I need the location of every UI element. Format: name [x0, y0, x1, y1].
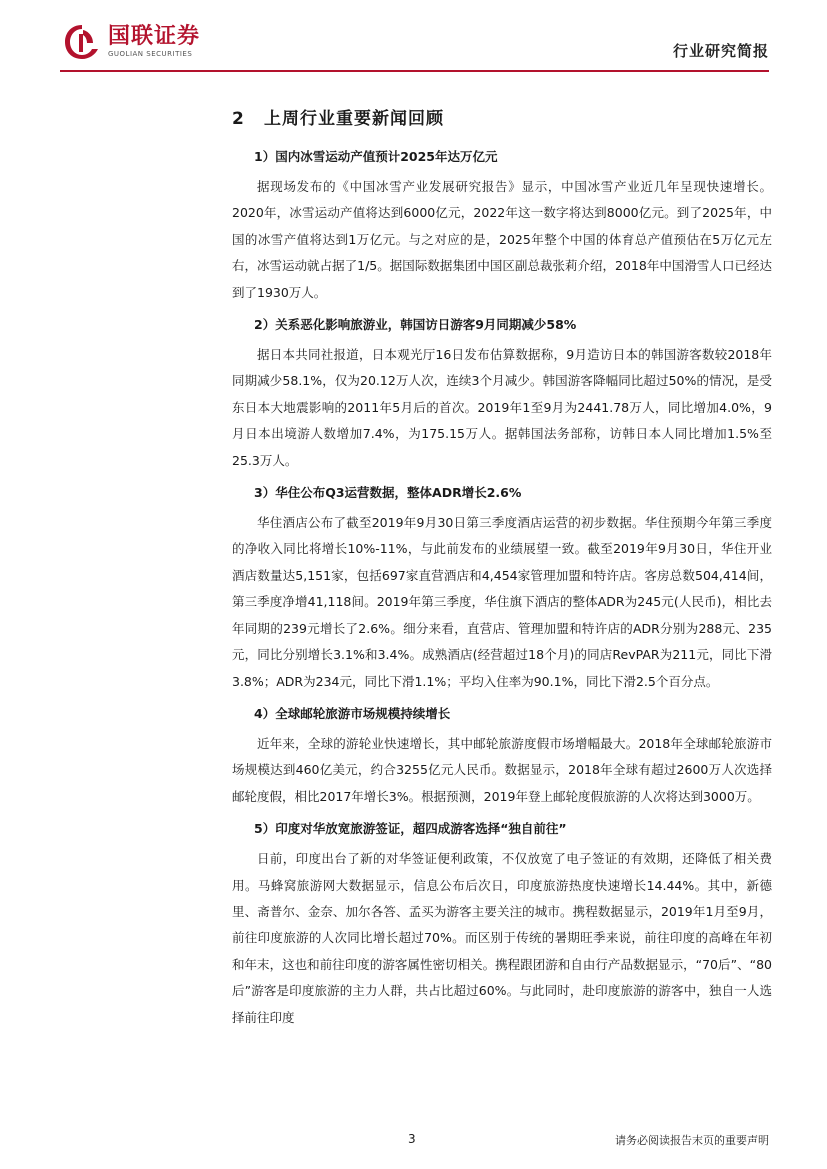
news-body: 日前，印度出台了新的对华签证便利政策，不仅放宽了电子签证的有效期，还降低了相关费用。马蜂窝旅游网大数据显示，信息公布后次日，印度旅游热度快速增长14.44%。其中，新德里、斋普尔、金奈、加尔各答、孟买为游客主要关注的城市。携程数据显示，2019年1月至9月，前往印度旅游的人次同比增长超过70%。而区别于传统的暑期旺季来说，前往印度的高峰在年初和年末，这也和前往印度的游客属性密切相关。携程跟团游和自由行产品数据显示，“70后”、“80后”游客是印度旅游的主力人群，共占比超过60%。与此同时，赴印度旅游的游客中，独自一人选择前往印度: [232, 851, 772, 1025]
news-heading: 4）全球邮轮旅游市场规模持续增长: [254, 705, 451, 721]
disclaimer-note: 请务必阅读报告末页的重要声明: [615, 1134, 769, 1147]
news-item: [232, 703, 772, 810]
news-item: [232, 146, 772, 306]
page-number: 3: [408, 1132, 416, 1146]
section-heading: [232, 104, 772, 134]
report-type-label: 行业研究简报: [672, 42, 769, 60]
page-header: [0, 0, 827, 90]
news-item: [232, 314, 772, 474]
news-heading: 3）华住公布Q3运营数据，整体ADR增长2.6%: [254, 485, 522, 501]
news-body: 近年来，全球的游轮业快速增长，其中邮轮旅游度假市场增幅最大。2018年全球邮轮旅游市场规模达到460亿美元，约合3255亿元人民币。数据显示，2018年全球有超过2600万人次选择邮轮度假，相比2017年增长3%。根据预测，2019年登上邮轮度假旅游的人次将达到3000万。: [232, 735, 772, 804]
logo-english-name: GUOLIAN SECURITIES: [108, 50, 193, 58]
page-content: [232, 104, 772, 1039]
news-heading: 1）国内冰雪运动产值预计2025年达万亿元: [254, 149, 498, 164]
news-body: 据现场发布的《中国冰雪产业发展研究报告》显示，中国冰雪产业近几年呈现快速增长。2020年，冰雪运动产值将达到6000亿元，2022年这一数字将达到8000亿元。到了2025年，中国的冰雪产值将达到1万亿元。与之对应的是，2025年整个中国的体育总产值预估在5万亿元左右，冰雪运动就占据了1/5。据国际数据集团中国区副总裁张莉介绍，2018年中国滑雪人口已经达到了1930万人。: [232, 179, 772, 300]
news-heading: 5）印度对华放宽旅游签证，超四成游客选择“独自前往”: [254, 821, 567, 837]
page-footer: [0, 1128, 827, 1158]
news-item: [232, 482, 772, 695]
news-body: 据日本共同社报道，日本观光厅16日发布估算数据称，9月造访日本的韩国游客数较2018年同期减少58.1%，仅为20.12万人次，连续3个月减少。韩国游客降幅同比超过50%的情况，是受东日本大地震影响的2011年5月后的首次。2019年1至9月为2441.78万人，同比增加4.0%，9月日本出境游人数增加7.4%，为175.15万人。据韩国法务部称，访韩日本人同比增加1.5%至25.3万人。: [232, 347, 772, 468]
news-item: [232, 818, 772, 1031]
company-logo: [62, 22, 200, 62]
news-body: 华住酒店公布了截至2019年9月30日第三季度酒店运营的初步数据。华住预期今年第三季度的净收入同比将增长10%-11%，与此前发布的业绩展望一致。截至2019年9月30日，华住开业酒店数量达5,151家，包括697家直营酒店和4,454家管理加盟和特许店。客房总数504,414间，第三季度净增41,118间。2019年第三季度，华住旗下酒店的整体ADR为245元(人民币)，相比去年同期的239元增长了2.6%。细分来看，直营店、管理加盟和特许店的ADR分别为288元、235元，同比分别增长3.1%和3.4%。成熟酒店(经营超过18个月)的同店RevPAR为211元，同比下滑3.8%；ADR为234元，同比下滑1.1%；平均入住率为90.1%，同比下滑2.5个百分点。: [232, 515, 772, 689]
section-number: 2: [232, 109, 245, 129]
news-heading: 2）关系恶化影响旅游业，韩国访日游客9月同期减少58%: [254, 317, 577, 333]
guolian-logo-icon: [62, 22, 102, 62]
section-title: 上周行业重要新闻回顾: [264, 109, 444, 129]
header-divider: [60, 70, 769, 72]
logo-chinese-name: 国联证券: [108, 24, 201, 49]
